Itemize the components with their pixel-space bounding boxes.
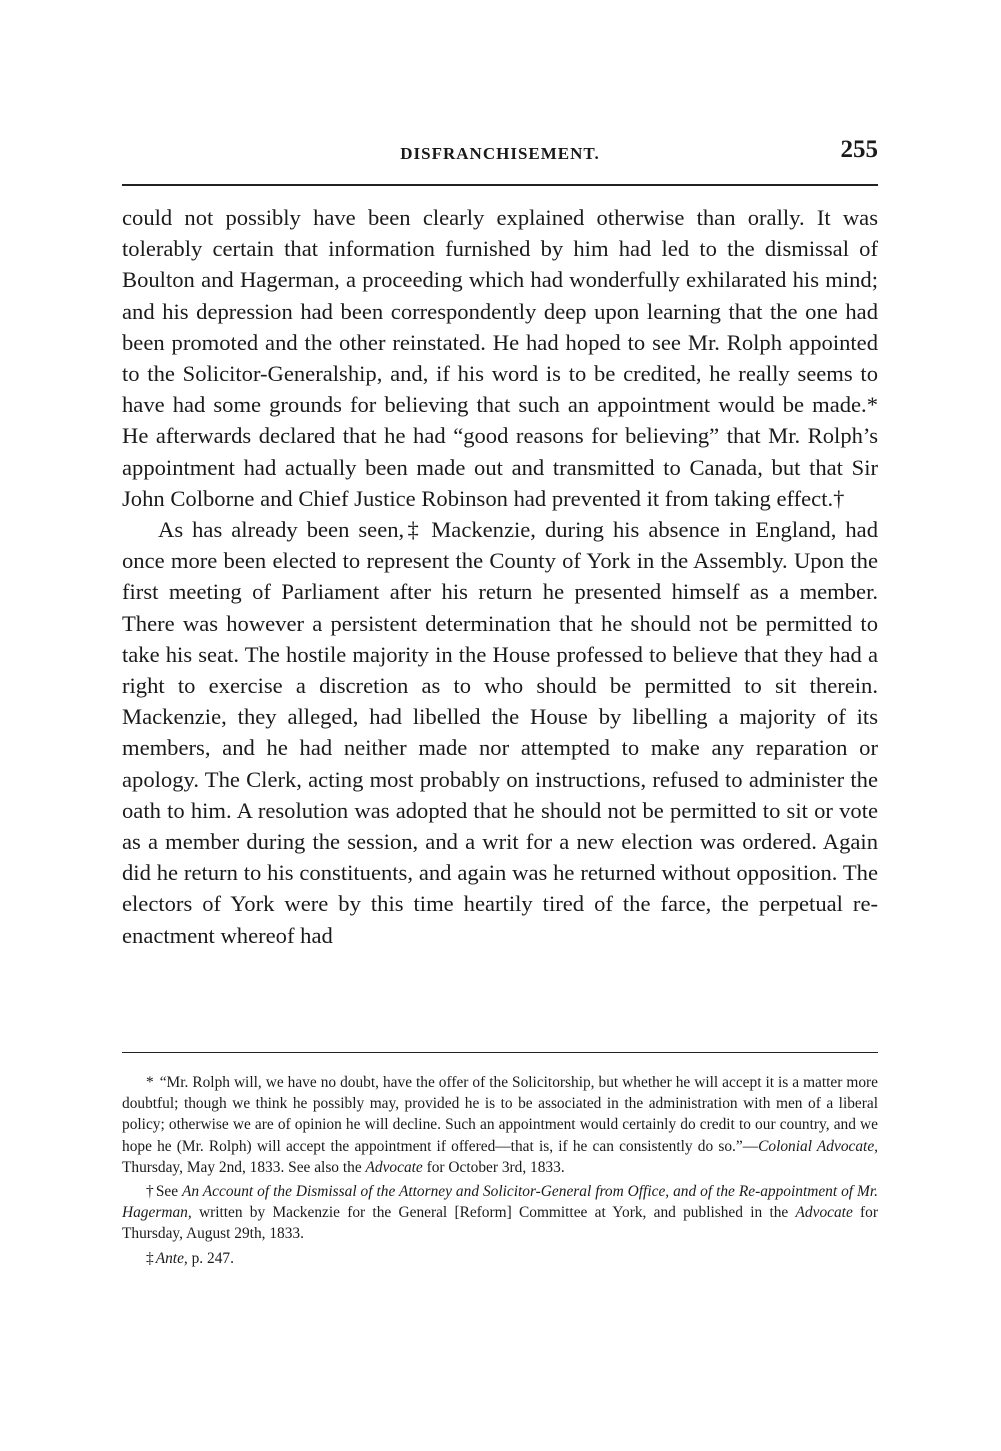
footnote-advocate: Advocate [365,1158,423,1176]
page-number: 255 [840,136,878,163]
footnote-tail: for Thursday, August 29th, 1833. [122,1204,879,1243]
footnote-text: written by Mackenzie for the General [Reform] Committee at York, and published in the [191,1204,796,1222]
footnotes [122,1072,878,1272]
paragraph: As has already been seen,‡ Mackenzie, during his absence in England, had once more been elected to represent the County of York in the Assembly. Upon the first meeting of Parliament after his return he presented himself as a member. There was however a persistent determination that he should not be permitted to take his seat. The hostile majority in the House professed to believe that they had a right to exercise a discretion as to who should be permitted to sit therein. Mackenzie, they alleged, had libelled the House by libelling a majority of its members, and he had neither made nor attempted to make any reparation or apology. The Clerk, acting most probably on instructions, refused to administer the oath to him. A resolution was adopted that he should not be permitted to sit or vote as a member during the session, and a writ for a new election was ordered. Again did he return to his constituents, and again was he returned without opposition. The electors of York were by this time heartily tired of the farce, the perpetual re-enactment whereof had [122,517,878,948]
footnote-tail: for October 3rd, 1833. [422,1158,565,1176]
footnote-tail: p. 247. [187,1249,234,1267]
footnote-mark: ‡ [146,1249,154,1267]
footnote [122,1072,878,1178]
footnote-date: Thursday, May 2nd, 1833. See also the [122,1158,366,1176]
footnote-advocate: Advocate [795,1204,853,1222]
paragraph: could not possibly have been clearly explained otherwise than orally. It was tolerably certain that information furnished by him had led to the dismissal of Boulton and Hagerman, a proceeding which had wonderfully exhilarated his mind; and his depression had been correspondently deep upon learning that the one had been promoted and the other reinstated. He had hoped to see Mr. Rolph appointed to the Solicitor-Generalship, and, if his word is to be credited, he really seems to have had some grounds for believing that such an appointment would be made.* He afterwards declared that he had “good reasons for believing” that Mr. Rolph’s appointment had actually been made out and transmitted to Canada, but that Sir John Colborne and Chief Justice Robinson had prevented it from taking effect.† [122,205,878,511]
footnote-lead: See [155,1183,182,1201]
footnote [122,1181,878,1245]
header-rule [122,184,878,186]
footnote-ante: Ante, [155,1249,188,1267]
footnote-title: An Account of the Dismissal of the Attorney and Solicitor-General from Office, and of the Re-appointment of Mr. Hagerman, [122,1183,878,1222]
body-text [122,202,878,951]
footnote-mark: * [146,1074,154,1091]
footnote-mark: † [146,1183,154,1201]
footnote-text: “Mr. Rolph will, we have no doubt, have the offer of the Solicitorship, but whether he will accept it is a matter more doubtful; though we think he possibly may, provided he is to be associated in the administration with men of a liberal policy; otherwise we are of opinion he will decline. Such an appointment would certainly do credit to our country, and we hope he (Mr. Rolph) will accept the appointment if offered—that is, if he can consistently do so.”— [122,1074,878,1155]
footnote [122,1248,878,1269]
running-title: DISFRANCHISEMENT. [400,144,600,163]
running-head [122,136,878,170]
footnote-rule [122,1052,878,1053]
footnote-source: Colonial Advocate, [758,1137,878,1155]
